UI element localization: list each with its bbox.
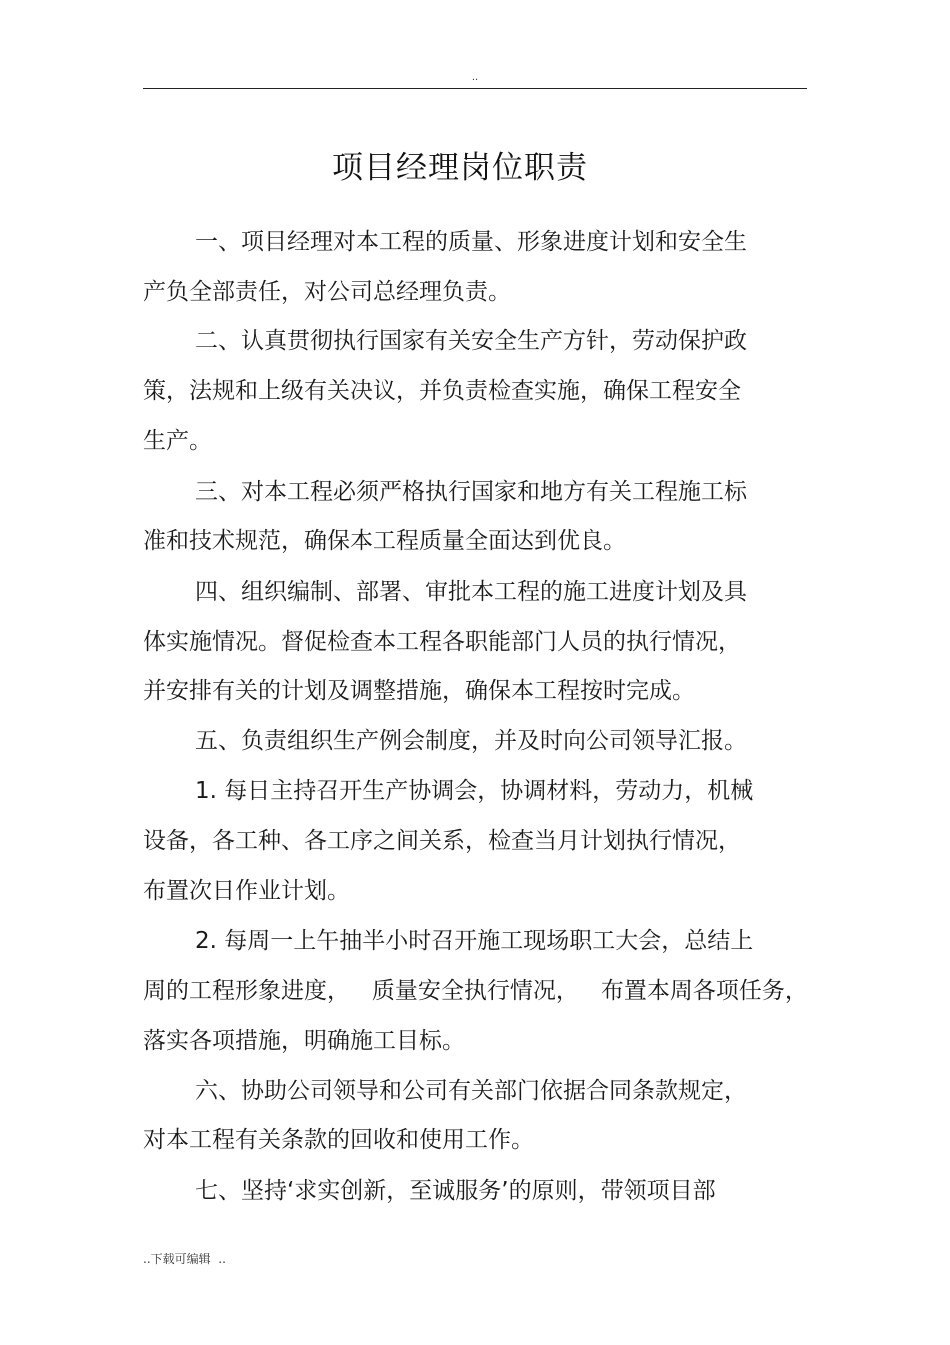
paragraph-line: 二、认真贯彻执行国家有关安全生产方针，劳动保护政 (195, 328, 747, 354)
paragraph-line: 一、项目经理对本工程的质量、形象进度计划和安全生 (195, 229, 747, 255)
paragraph-line: 四、组织编制、部署、审批本工程的施工进度计划及具 (195, 579, 747, 605)
paragraph-line: 布置次日作业计划。 (143, 878, 350, 904)
paragraph-line: 设备，各工种、各工序之间关系，检查当月计划执行情况， (143, 828, 741, 854)
paragraph-line: 落实各项措施，明确施工目标。 (143, 1028, 465, 1054)
paragraph-line: 七、坚持‘求实创新，至诚服务’的原则，带领项目部 (195, 1178, 716, 1204)
paragraph-line: 体实施情况。督促检查本工程各职能部门人员的执行情况， (143, 629, 741, 655)
document-title: 项目经理岗位职责 (332, 150, 588, 186)
paragraph-line: 准和技术规范，确保本工程质量全面达到优良。 (143, 528, 626, 554)
header-rule (143, 88, 807, 89)
paragraph-line: 对本工程有关条款的回收和使用工作。 (143, 1127, 534, 1153)
paragraph-line: 产负全部责任，对公司总经理负责。 (143, 279, 511, 305)
paragraph-line: 并安排有关的计划及调整措施，确保本工程按时完成。 (143, 678, 695, 704)
paragraph-line: 周的工程形象进度， 质量安全执行情况， 布置本周各项任务， (143, 978, 808, 1004)
paragraph-line: 策，法规和上级有关决议，并负责检查实施，确保工程安全 (143, 378, 741, 404)
paragraph-line: 生产。 (143, 428, 212, 454)
paragraph-line: 五、负责组织生产例会制度，并及时向公司领导汇报。 (195, 728, 747, 754)
footer-text: ..下载可编辑 .. (143, 1252, 226, 1266)
paragraph-line: 六、协助公司领导和公司有关部门依据合同条款规定， (195, 1078, 747, 1104)
paragraph-line: 三、对本工程必须严格执行国家和地方有关工程施工标 (195, 479, 747, 505)
paragraph-line: 1. 每日主持召开生产协调会，协调材料，劳动力，机械 (195, 778, 754, 804)
header-mark: .. (471, 72, 479, 83)
paragraph-line: 2. 每周一上午抽半小时召开施工现场职工大会，总结上 (195, 928, 754, 954)
